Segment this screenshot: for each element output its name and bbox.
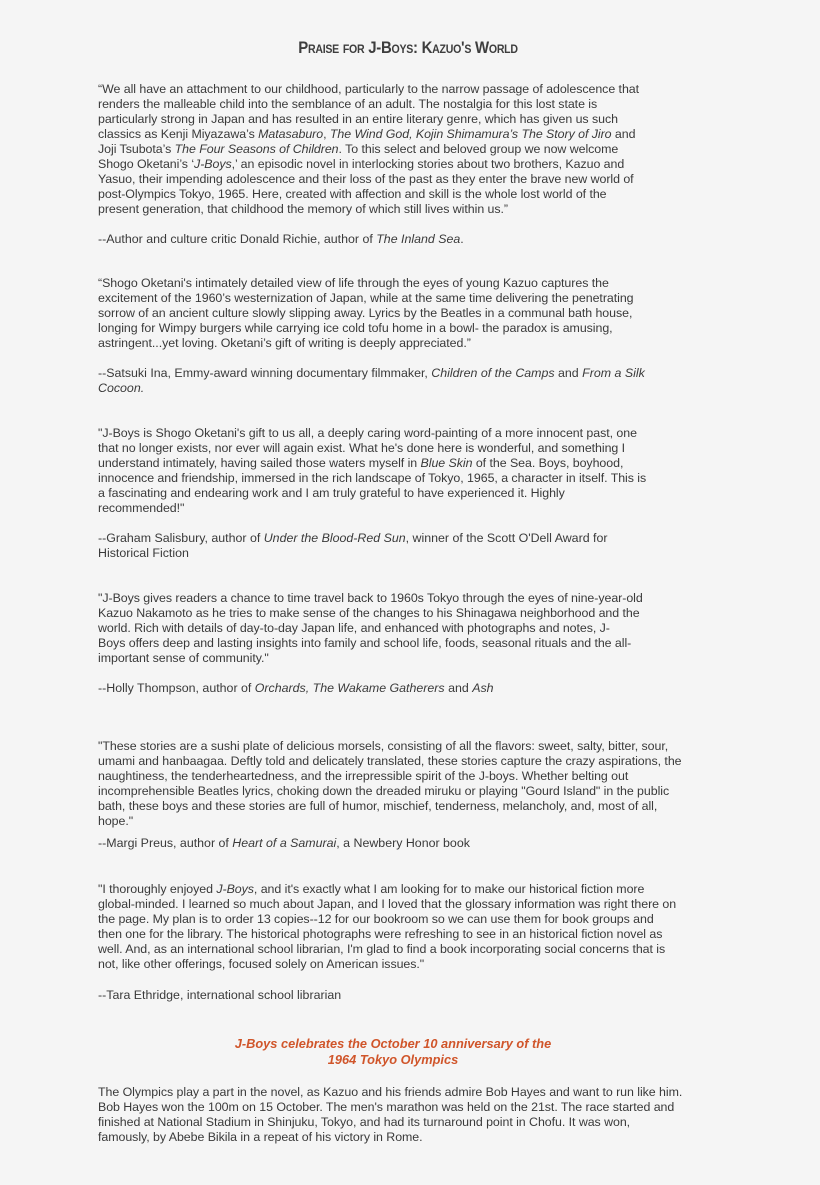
attribution-line: --Tara Ethridge, international school librarian — [98, 988, 342, 1002]
quote-line: then one for the library. The historical photographs were refreshing to see in an historical fiction novel as — [98, 927, 663, 941]
heading-line: 1964 Tokyo Olympics — [327, 1052, 459, 1067]
quote-line — [98, 157, 639, 172]
body-line: The Olympics play a part in the novel, as Kazuo and his friends admire Bob Hayes and want to run like him. — [98, 1085, 683, 1099]
text-run: "I thoroughly enjoyed — [98, 882, 217, 896]
attribution-line — [98, 836, 470, 851]
quote-line: innocence and friendship, immersed in the rich landscape of Tokyo, 1965, a character in itself. This is — [98, 471, 647, 485]
body-line: finished at National Stadium in Shinjuku, Tokyo, and had its turnaround point in Chofu. It was won, — [98, 1115, 631, 1129]
quote-line: "J-Boys gives readers a chance to time travel back to 1960s Tokyo through the eyes of nine-year-old — [98, 591, 643, 605]
quote-line: particularly strong in Japan and has resulted in an entire literary genre, which has given us such — [98, 112, 618, 126]
body-line: famously, by Abebe Bikila in a repeat of his victory in Rome. — [98, 1130, 423, 1144]
review-quote-richie — [98, 82, 639, 217]
book-title: Under the Blood-Red Sun — [263, 531, 406, 545]
attribution-line — [98, 381, 645, 396]
quote-line: naughtiness, the tenderheartedness, and the irrepressible spirit of the J-boys. Whether belting out — [98, 769, 629, 783]
quote-line: a fascinating and endearing work and I am truly grateful to have experienced it. Highly — [98, 486, 565, 500]
text-run: , — [323, 127, 330, 141]
text-run: ,’ an episodic novel in interlocking stories about two brothers, Kazuo and — [231, 157, 625, 171]
quote-line: sorrow of an ancient culture slowly slipping away. Lyrics by the Beatles in a communal bath house, — [98, 306, 633, 320]
quote-line: umami and hanbaagaa. Deftly told and delicately translated, these stories capture the crazy aspirations, the — [98, 754, 682, 768]
book-title: The Wind God, Kojin Shimamura’s The Story of Jiro — [329, 127, 612, 141]
text-run: and — [444, 681, 473, 695]
review-quote-ethridge — [98, 882, 676, 972]
text-run: --Satsuki Ina, Emmy-award winning documentary filmmaker, — [98, 366, 432, 380]
quote-line: world. Rich with details of day-to-day Japan life, and enhanced with photographs and notes, J- — [98, 621, 610, 635]
review-attribution-preus — [98, 836, 470, 851]
text-run: . To this select and beloved group we now welcome — [338, 142, 619, 156]
review-quote-thompson — [98, 591, 643, 666]
heading-line: J-Boys celebrates the October 10 anniversary of the — [234, 1036, 552, 1051]
olympics-body — [98, 1085, 682, 1145]
quote-line: recommended!" — [98, 501, 185, 515]
quote-line: Yasuo, their impending adolescence and their loss of the past as they enter the brave new world of — [98, 172, 634, 186]
text-run: , a Newbery Honor book — [336, 836, 470, 850]
book-title: Matasaburo — [258, 127, 324, 141]
quote-line: the page. My plan is to order 13 copies--12 for our bookroom so we can use them for book groups and — [98, 912, 654, 926]
review-attribution-richie — [98, 232, 464, 247]
text-run: Joji Tsubota’s — [98, 142, 175, 156]
book-title: Heart of a Samurai — [232, 836, 337, 850]
book-title: Blue Skin — [420, 456, 473, 470]
text-run: of the Sea. Boys, boyhood, — [472, 456, 624, 470]
quote-line — [98, 882, 676, 897]
text-run: understand intimately, having sailed those waters myself in — [98, 456, 421, 470]
quote-line: hope." — [98, 814, 134, 828]
quote-line: post-Olympics Tokyo, 1965. Here, created with affection and skill is the whole lost world of the — [98, 187, 607, 201]
text-run: and — [554, 366, 583, 380]
review-attribution-thompson — [98, 681, 494, 696]
quote-line — [98, 456, 646, 471]
body-line: Bob Hayes won the 100m on 15 October. The men's marathon was held on the 21st. The race started and — [98, 1100, 675, 1114]
attribution-line: Historical Fiction — [98, 546, 189, 560]
olympics-heading — [98, 1036, 688, 1068]
attribution-line — [98, 681, 494, 696]
quote-line — [98, 127, 639, 142]
quote-line: that no longer exists, nor ever will again exist. What he's done here is wonderful, and something I — [98, 441, 626, 455]
quote-line: astringent...yet loving. Oketani’s gift of writing is deeply appreciated.” — [98, 336, 471, 350]
quote-line: “We all have an attachment to our childhood, particularly to the narrow passage of adolescence that — [98, 82, 640, 96]
review-quote-ina — [98, 276, 634, 351]
attribution-line — [98, 531, 608, 546]
quote-line: global-minded. I learned so much about Japan, and I loved that the glossary information was right there on — [98, 897, 677, 911]
quote-line: longing for Wimpy burgers while carrying ice cold tofu home in a bowl- the paradox is amusing, — [98, 321, 613, 335]
review-attribution-ina — [98, 366, 645, 396]
quote-line: present generation, that childhood the memory of which still lives within us.” — [98, 202, 509, 216]
text-run: classics as Kenji Miyazawa’s — [98, 127, 259, 141]
quote-line: "These stories are a sushi plate of delicious morsels, consisting of all the flavors: sweet, salty, bitter, sour, — [98, 739, 669, 753]
quote-line: Boys offers deep and lasting insights into family and school life, foods, seasonal rituals and the all- — [98, 636, 632, 650]
review-attribution-ethridge — [98, 988, 341, 1003]
quote-line: Kazuo Nakamoto as he tries to make sense of the changes to his Shinagawa neighborhood and the — [98, 606, 640, 620]
quote-line: bath, these boys and these stories are full of humor, mischief, tenderness, melancholy, and, most of all, — [98, 799, 658, 813]
book-title: J-Boys — [194, 157, 232, 171]
quote-line: incomprehensible Beatles lyrics, choking down the dreaded miruku or playing "Gourd Island" in the public — [98, 784, 670, 798]
text-run: , and it's exactly what I am looking for to make our historical fiction more — [253, 882, 645, 896]
quote-line: well. And, as an international school librarian, I'm glad to find a book incorporating social concerns that is — [98, 942, 666, 956]
attribution-line — [98, 366, 645, 381]
page-title: Praise for J-Boys: Kazuo's World — [298, 38, 518, 57]
film-title: From a Silk — [582, 366, 645, 380]
book-title: The Four Seasons of Children — [174, 142, 339, 156]
text-run: --Holly Thompson, author of — [98, 681, 255, 695]
quote-line: “Shogo Oketani's intimately detailed view of life through the eyes of young Kazuo captures the — [98, 276, 609, 290]
text-run: --Graham Salisbury, author of — [98, 531, 264, 545]
text-run: and — [611, 127, 636, 141]
quote-line: "J-Boys is Shogo Oketani's gift to us all, a deeply caring word-painting of a more innocent past, one — [98, 426, 637, 440]
book-title: Ash — [472, 681, 494, 695]
attribution-line — [98, 232, 464, 247]
book-title: The Inland Sea — [376, 232, 461, 246]
quote-line: important sense of community." — [98, 651, 269, 665]
text-run: . — [460, 232, 464, 246]
quote-line: renders the malleable child into the semblance of an adult. The nostalgia for this lost state is — [98, 97, 598, 111]
quote-line — [98, 142, 639, 157]
review-quote-salisbury — [98, 426, 646, 516]
book-title: J-Boys — [216, 882, 254, 896]
text-run: Shogo Oketani’s ‘ — [98, 157, 195, 171]
film-title: Cocoon. — [98, 381, 145, 395]
text-run: --Author and culture critic Donald Richie, author of — [98, 232, 377, 246]
book-title: Orchards, The Wakame Gatherers — [254, 681, 445, 695]
review-attribution-salisbury — [98, 531, 608, 561]
film-title: Children of the Camps — [431, 366, 555, 380]
quote-line: not, like other offerings, focused solely on American issues." — [98, 957, 425, 971]
review-quote-preus — [98, 739, 682, 829]
quote-line: excitement of the 1960’s westernization of Japan, while at the same time delivering the penetrating — [98, 291, 634, 305]
text-run: --Margi Preus, author of — [98, 836, 233, 850]
text-run: , winner of the Scott O'Dell Award for — [405, 531, 608, 545]
